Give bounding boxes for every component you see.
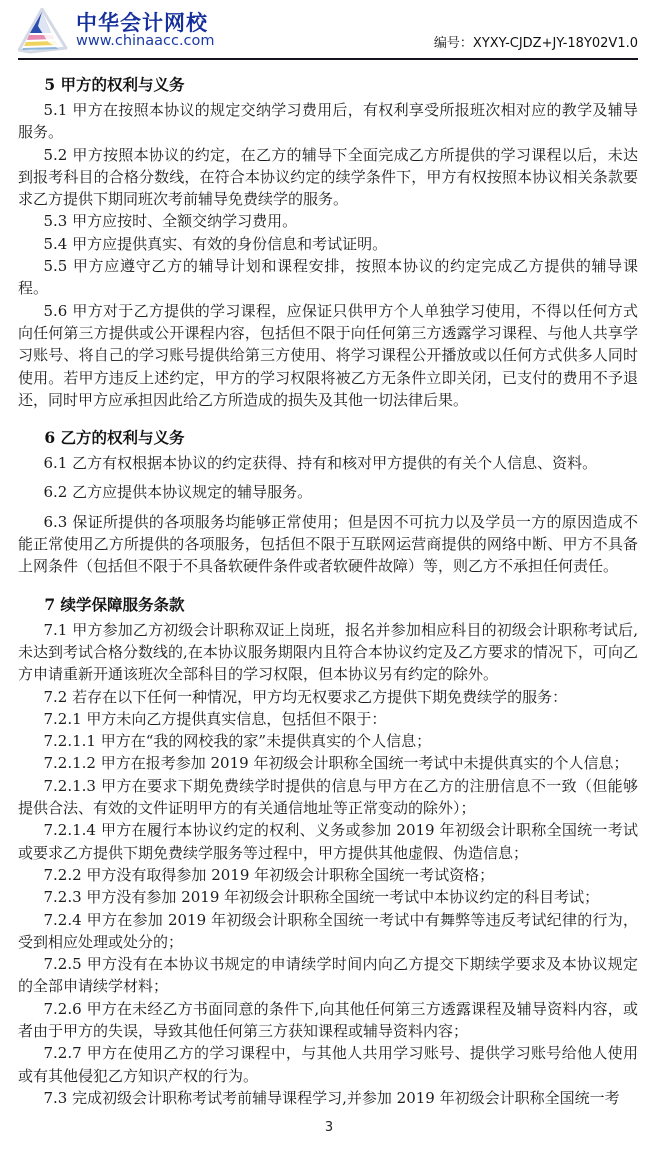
page-footer [0,1120,658,1135]
paragraph: 7.2.6 甲方在未经乙方书面同意的条件下,向其他任何第三方透露课程及辅导资料内容，或者由于甲方的失误，导致其他任何第三方获知课程或辅导资料内容； [18,999,638,1040]
paragraph: 5.1 甲方在按照本协议的规定交纳学习费用后，有权利享受所报班次相对应的教学及辅导服务。 [18,101,638,142]
school-logo-icon [18,8,70,54]
section-heading: 7 续学保障服务条款 [44,594,185,614]
section-5 [18,74,638,411]
paragraph: 7.2.5 甲方没有在本协议书规定的申请续学时间内向乙方提交下期续学要求及本协议规定的全部申请续学材料； [18,955,638,996]
paragraph: 7.2.1.3 甲方在要求下期免费续学时提供的信息与甲方在乙方的注册信息不一致（但能够提供合法、有效的文件证明甲方的有关通信地址等正常变动的除外）； [18,776,638,818]
doc-number-value: XYXY-CJDZ+JY-18Y02V1.0 [472,36,638,51]
doc-number [434,32,638,54]
paragraph: 7.2.2 甲方没有取得参加 2019 年初级会计职称全国统一考试资格； [43,865,495,884]
section-heading: 5 甲方的权利与义务 [44,75,185,94]
paragraph: 6.1 乙方有权根据本协议的约定获得、持有和核对甲方提供的有关个人信息、资料。 [43,454,598,473]
page-number: 3 [324,1120,334,1136]
paragraph: 5.4 甲方应提供真实、有效的身份信息和考试证明。 [43,234,388,253]
paragraph: 7.2.1 甲方未向乙方提供真实信息，包括但不限于： [43,709,387,728]
paragraph: 5.5 甲方应遵守乙方的辅导计划和课程安排，按照本协议的约定完成乙方提供的辅导课程。 [18,257,638,298]
paragraph: 7.3 完成初级会计职称考试考前辅导课程学习,并参加 2019 年初级会计职称全国统一考 [43,1088,620,1107]
section-6 [18,427,638,577]
paragraph: 6.2 乙方应提供本协议规定的辅导服务。 [43,483,313,502]
paragraph: 7.2.1.1 甲方在“我的网校我的家”未提供真实的个人信息； [43,732,432,751]
paragraph: 7.2.4 甲方在参加 2019 年初级会计职称全国统一考试中有舞弊等违反考试纪律的行为，受到相应处理或处分的； [18,910,638,951]
paragraph: 7.2.7 甲方在使用乙方的学习课程中，与其他人共用学习账号、提供学习账号给他人使用或有其他侵犯乙方知识产权的行为。 [18,1044,638,1085]
section-7 [18,594,638,1110]
header-divider [18,58,638,60]
paragraph: 7.2 若存在以下任何一种情况，甲方均无权要求乙方提供下期免费续学的服务： [43,687,568,706]
paragraph: 7.2.3 甲方没有参加 2019 年初级会计职称全国统一考试中本协议约定的科目考试； [43,888,600,907]
paragraph: 5.6 甲方对于乙方提供的学习课程，应保证只供甲方个人单独学习使用，不得以任何方式向任何第三方提供或公开课程内容，包括但不限于向任何第三方透露学习课程、与他人共享学习账号、将自己的学习账号提供给第三方使用、将学习课程公开播放或以任何方式供多人同时使用。若甲方违反上述约定，甲方的学习权限将被乙方无条件立即关闭，已支付的费用不予退还，同时甲方应承担因此给乙方所造成的损失及其他一切法律后果。 [18,301,638,409]
contract-content [18,66,638,1109]
page-header [18,6,638,58]
paragraph: 6.3 保证所提供的各项服务均能够正常使用；但是因不可抗力以及学员一方的原因造成不能正常使用乙方所提供的各项服务，包括但不限于互联网运营商提供的网络中断、甲方不具备上网条件（包括但不限于不具备软硬件条件或者软硬件故障）等，则乙方不承担任何责任。 [18,512,638,576]
doc-number-label: 编号： [433,36,473,51]
logo-text-block [76,12,215,49]
site-logo [18,8,215,54]
paragraph: 7.2.1.2 甲方在报考参加 2019 年初级会计职称全国统一考试中未提供真实的个人信息； [43,754,629,773]
paragraph: 5.2 甲方按照本协议的约定，在乙方的辅导下全面完成乙方所提供的学习课程以后，未达到报考科目的合格分数线，在符合本协议约定的续学条件下，甲方有权按照本协议相关条款要求乙方提供下期同班次考前辅导免费续学的服务。 [18,145,638,209]
logo-title: 中华会计网校 [76,11,208,36]
logo-url: www.chinaacc.com [76,33,215,50]
paragraph: 7.1 甲方参加乙方初级会计职称双证上岗班，报名并参加相应科目的初级会计职称考试后,未达到考试合格分数线的,在本协议服务期限内且符合本协议约定及乙方要求的情况下，可向乙方申请重新开通该班次全部科目的学习权限，但本协议另有约定的除外。 [18,620,638,684]
section-heading: 6 乙方的权利与义务 [44,428,185,448]
paragraph: 7.2.1.4 甲方在履行本协议约定的权利、义务或参加 2019 年初级会计职称全国统一考试或要求乙方提供下期免费续学服务等过程中，甲方提供其他虚假、伪造信息； [18,821,638,862]
paragraph: 5.3 甲方应按时、全额交纳学习费用。 [43,212,298,231]
